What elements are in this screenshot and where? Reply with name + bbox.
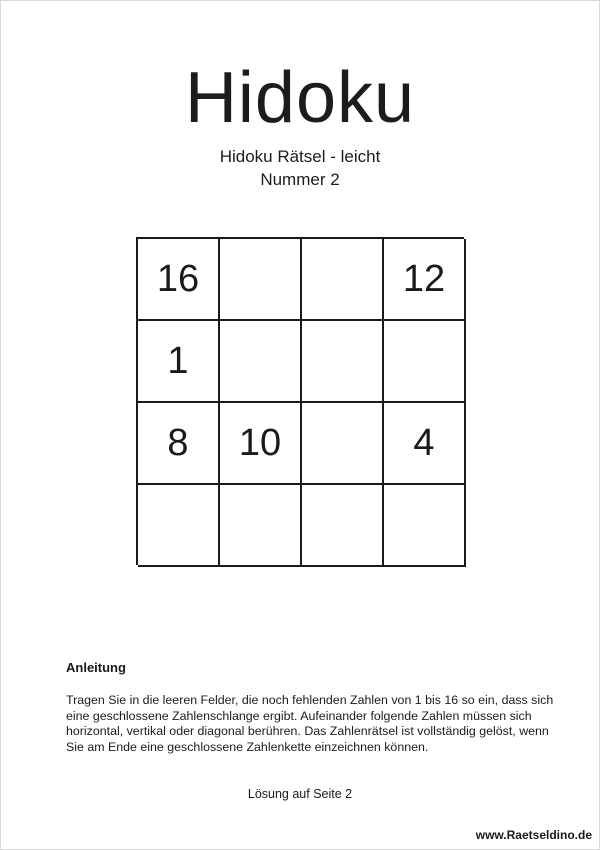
website-link[interactable]: www.Raetseldino.de [475, 828, 592, 842]
grid-cell-r2c1[interactable]: 1 [138, 321, 220, 403]
grid-cell-r4c2[interactable] [220, 485, 302, 567]
grid-cell-r1c1[interactable]: 16 [138, 239, 220, 321]
grid-cell-r1c3[interactable] [302, 239, 384, 321]
puzzle-number: Nummer 2 [260, 170, 340, 189]
grid-cell-r3c2[interactable]: 10 [220, 403, 302, 485]
grid-cell-r1c2[interactable] [220, 239, 302, 321]
grid-cell-r4c4[interactable] [384, 485, 466, 567]
instructions-heading: Anleitung [66, 660, 126, 675]
grid-cell-r4c3[interactable] [302, 485, 384, 567]
grid-cell-r3c4[interactable]: 4 [384, 403, 466, 485]
grid-cell-r1c4[interactable]: 12 [384, 239, 466, 321]
puzzle-subtitle: Hidoku Rätsel - leicht [219, 147, 381, 166]
grid-cell-r2c3[interactable] [302, 321, 384, 403]
grid-cell-r2c2[interactable] [220, 321, 302, 403]
grid-cell-r4c1[interactable] [138, 485, 220, 567]
hidoku-grid [136, 237, 464, 565]
page-title: Hidoku [184, 58, 416, 138]
grid-cell-r3c1[interactable]: 8 [138, 403, 220, 485]
instructions-text: Tragen Sie in die leeren Felder, die noch fehlenden Zahlen von 1 bis 16 so ein, dass sich eine geschlossene Zahlenschlange ergibt. Aufeinander folgende Zahlen müssen sich horizontal, vertikal oder diagonal berühren. Das Zahlenrätsel ist vollständig gelöst, wenn Sie am Ende eine geschlossene Zahlenkette einzeichnen können. [66, 693, 554, 754]
solution-note: Lösung auf Seite 2 [247, 787, 353, 801]
grid-cell-r3c3[interactable] [302, 403, 384, 485]
grid-cell-r2c4[interactable] [384, 321, 466, 403]
